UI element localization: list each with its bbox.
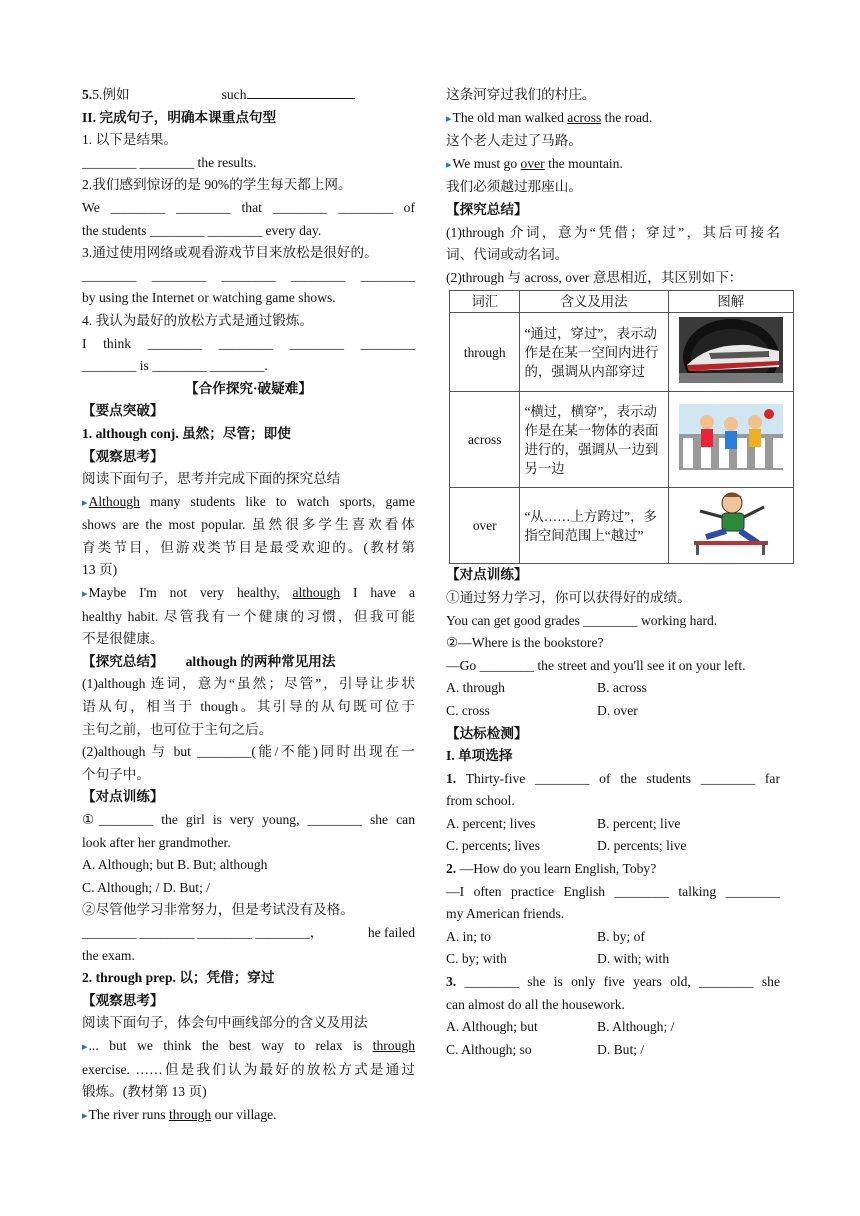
option-b[interactable]: B. Although; / (597, 1019, 675, 1035)
translation: 我们必须越过那座山。 (446, 179, 582, 195)
test-question: can almost do all the housework. (446, 996, 625, 1012)
option-d[interactable]: D. But; / (597, 1041, 645, 1057)
summary-title: 【探究总结】 although 的两种常见用法 (82, 653, 336, 669)
option-a[interactable]: A. percent; lives (446, 815, 536, 831)
right-column (446, 84, 780, 1061)
test-question: my American friends. (446, 906, 565, 922)
answer-line[interactable]: ________ ________ the results. (82, 154, 257, 170)
meaning-cell: “通过，穿过”，表示动作是在某一空间内进行的，强调从内部穿过 (520, 313, 668, 392)
example-sentence: ▸ ... but we think the best way to relax is through (82, 1035, 415, 1059)
practice-question[interactable]: ①________ the girl is very young, ________ she can (82, 812, 415, 827)
meaning-cell: “横过，横穿”，表示动作是在某一物体的表面进行的，强调从一边到另一边 (520, 392, 668, 488)
option-row (446, 948, 780, 971)
summary-text: 语从句，相当于 though。其引导的从句既可位于 (82, 699, 415, 715)
option-b[interactable]: B. across (597, 680, 647, 696)
word-cell: through (450, 313, 520, 392)
answer-line[interactable]: ________ ________ ________ ________， he failed (82, 924, 415, 940)
option-c[interactable]: C. cross (446, 702, 490, 718)
example-sentence: 不是很健康。 (82, 631, 164, 647)
option-c[interactable]: C. percents; lives (446, 838, 541, 854)
test-question: 2. —How do you learn English, Toby? (446, 861, 657, 877)
comparison-table (449, 290, 794, 564)
practice-title: 【对点训练】 (446, 567, 528, 583)
option-b[interactable]: B. percent; live (597, 815, 681, 831)
observe-title: 【观察思考】 (82, 448, 164, 464)
option-a[interactable]: A. Although; but (446, 1019, 538, 1035)
image-cell (668, 392, 793, 488)
example-sentence: ▸ We must go over the mountain. (446, 153, 780, 177)
example-sentence: ▸ Although many students like to watch sports, game (82, 491, 415, 515)
observe-title: 【观察思考】 (82, 992, 164, 1008)
practice-question: ②尽管他学习非常努力，但是考试没有及格。 (82, 902, 354, 918)
option-row (446, 835, 780, 858)
option-c[interactable]: C. by; with (446, 951, 507, 967)
meaning-cell: “从……上方跨过”，多指空间范围上“越过” (520, 488, 668, 564)
option-c[interactable]: C. Although; so (446, 1041, 532, 1057)
test-section: I. 单项选择 (446, 748, 513, 764)
summary-text[interactable]: (2)although 与 but ________(能/不能)同时出现在一 (82, 744, 415, 760)
option-row (446, 926, 780, 949)
header-image: 图解 (668, 291, 793, 313)
option-row (446, 1039, 780, 1062)
table-row (450, 392, 794, 488)
summary-text: 词、代词或动名词。 (446, 247, 569, 263)
image-cell (668, 313, 793, 392)
example-sentence: ▸ Maybe I'm not very healthy, although I have a (82, 582, 415, 606)
key-points-title: 【要点突破】 (82, 403, 164, 419)
translation: 这条河穿过我们的村庄。 (446, 87, 596, 102)
practice-question: ①通过努力学习，你可以获得好的成绩。 (446, 589, 691, 605)
man-hurdle-image (686, 489, 776, 557)
question-4: 4. 我认为最好的放松方式是通过锻炼。 (82, 312, 314, 328)
image-cell (668, 488, 793, 564)
train-tunnel-image (679, 317, 783, 383)
example-sentence: ▸ The old man walked across the road. (446, 107, 780, 131)
table-header (450, 291, 794, 313)
question-1: 1. 以下是结果。 (82, 132, 178, 148)
option-line[interactable]: C. Although; / D. But; / (82, 879, 211, 895)
summary-text: 个句子中。 (82, 766, 150, 782)
option-b[interactable]: B. by; of (597, 928, 645, 944)
option-a[interactable]: A. in; to (446, 928, 491, 944)
header-word: 词汇 (450, 291, 520, 313)
summary-text: 主句之前，也可位于主句之后。 (82, 721, 273, 737)
practice-question[interactable]: —Go ________ the street and you'll see it on your left. (446, 657, 746, 673)
answer-line: the exam. (82, 947, 135, 963)
option-d[interactable]: D. with; with (597, 951, 670, 967)
table-row (450, 488, 794, 564)
option-row (446, 1016, 780, 1039)
section-title: II. 完成句子，明确本课重点句型 (82, 109, 277, 125)
option-d[interactable]: D. percents; live (597, 838, 687, 854)
example-sentence: ▸ The river runs through our village. (82, 1104, 415, 1128)
practice-question: look after her grandmother. (82, 834, 231, 850)
answer-line: by using the Internet or watching game shows. (82, 290, 336, 306)
option-d[interactable]: D. over (597, 702, 638, 718)
observe-intro: 阅读下面句子，思考并完成下面的探究总结 (82, 471, 341, 487)
translation: 这个老人走过了马路。 (446, 133, 582, 149)
option-row (446, 813, 780, 836)
summary-text: (1)through 介词，意为“凭借；穿过”，其后可接名 (446, 224, 780, 240)
table-row (450, 313, 794, 392)
key-point-2: 2. through prep. 以；凭借；穿过 (82, 970, 275, 986)
word-cell: across (450, 392, 520, 488)
word-cell: over (450, 488, 520, 564)
header-meaning: 含义及用法 (520, 291, 668, 313)
section-heading: 【合作探究·破疑难】 (185, 380, 312, 396)
example-sentence: 13 页) (82, 562, 118, 578)
left-column (82, 84, 415, 1127)
answer-line[interactable]: ________ ________ ________ ________ ________ (82, 267, 415, 283)
question-2: 2.我们感到惊讶的是 90%的学生每天都上网。 (82, 177, 352, 193)
test-question[interactable]: 3. ________ she is only five years old, ________ she (446, 974, 780, 990)
key-point-1: 1. although conj. 虽然；尽管；即使 (82, 425, 291, 441)
answer-line[interactable]: I think ________ ________ ________ ________ (82, 335, 415, 351)
answer-line[interactable]: ________ is ________ ________. (82, 358, 268, 374)
example-label: 5.例如 (92, 87, 130, 102)
answer-line[interactable]: We ________ ________ that ________ ________ of (82, 199, 415, 215)
example-sentence: shows are the most popular. 虽然很多学生喜欢看体 (82, 517, 415, 533)
option-row (446, 700, 780, 723)
example-sentence: healthy habit. 尽管我有一个健康的习惯，但我可能 (82, 608, 415, 624)
summary-title: 【探究总结】 (446, 201, 528, 217)
observe-intro: 阅读下面句子，体会句中画线部分的含义及用法 (82, 1015, 368, 1031)
test-question[interactable]: 1. Thirty-five ________ of the students ________ far (446, 770, 780, 786)
practice-question[interactable]: You can get good grades ________ working hard. (446, 612, 718, 628)
option-row (446, 677, 780, 700)
option-line[interactable]: A. Although; but B. But; although (82, 857, 268, 873)
practice-title: 【对点训练】 (82, 789, 164, 805)
answer-line[interactable]: the students ________ ________ every day. (82, 222, 322, 238)
summary-text: (2)through 与 across, over 意思相近，其区别如下： (446, 269, 743, 285)
summary-text: (1)although 连词，意为“虽然；尽管”，引导让步状 (82, 676, 415, 692)
test-title: 【达标检测】 (446, 725, 528, 741)
question-3: 3.通过使用网络或观看游戏节目来放松是很好的。 (82, 245, 378, 261)
example-sentence: 育类节目，但游戏类节目是最受欢迎的。(教材第 (82, 539, 415, 555)
practice-question: ②—Where is the bookstore? (446, 635, 604, 651)
blank-line[interactable] (247, 84, 355, 99)
test-question: from school. (446, 793, 515, 809)
children-crossing-image (679, 404, 783, 470)
test-question[interactable]: —I often practice English ________ talking ________ (446, 883, 780, 899)
example-sentence: exercise. ……但是我们认为最好的放松方式是通过 (82, 1061, 415, 1077)
line-example: 5.5.例如 such (82, 84, 415, 107)
such-word: such (221, 87, 247, 102)
example-sentence: 锻炼。(教材第 13 页) (82, 1084, 207, 1100)
option-a[interactable]: A. through (446, 680, 505, 696)
